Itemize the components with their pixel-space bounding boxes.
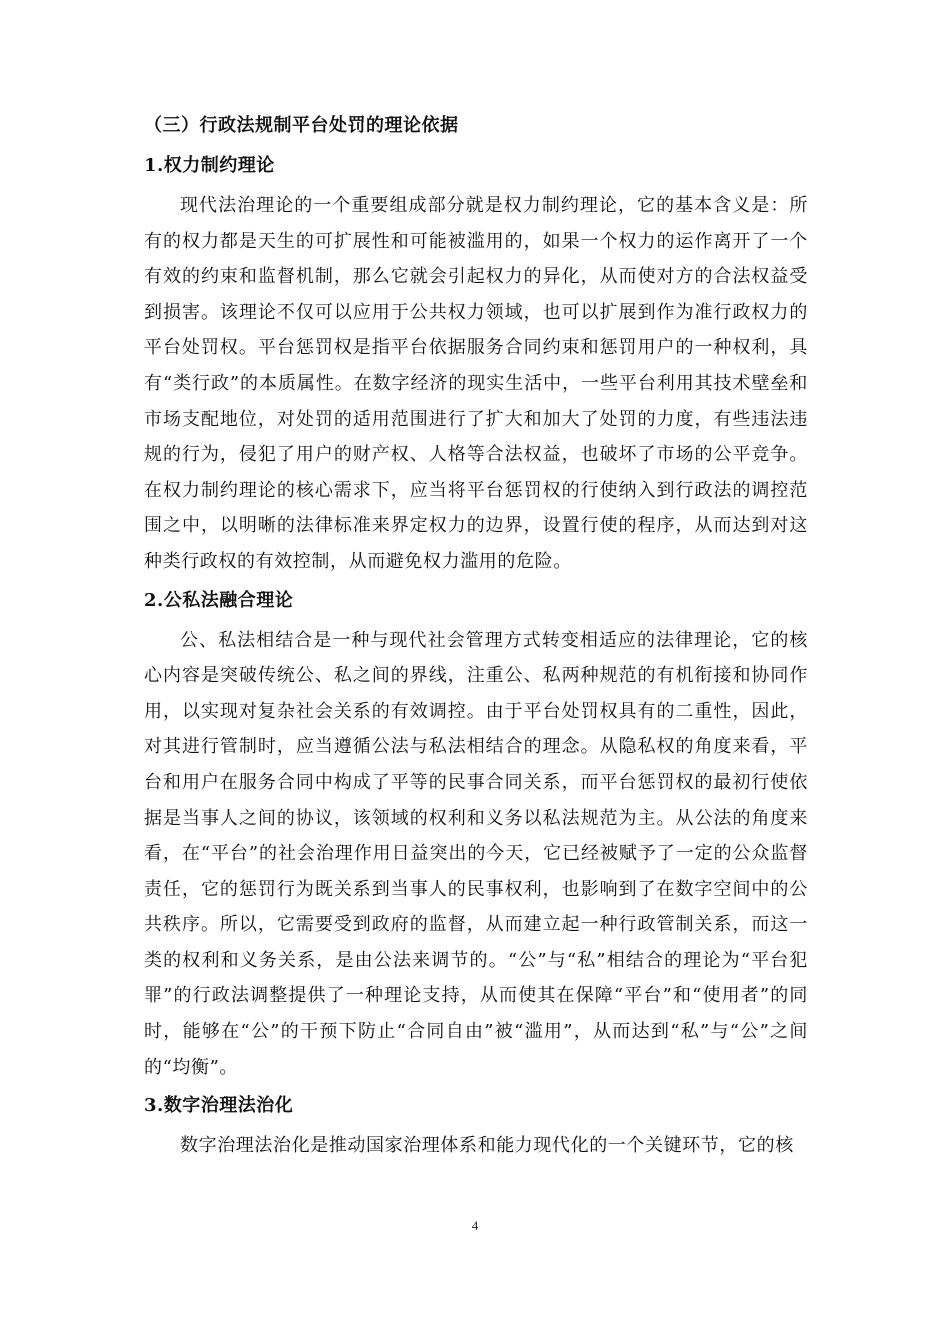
page-number: 4 (471, 1218, 479, 1233)
page-content (144, 108, 808, 1167)
paragraph-public-private-law: 公、私法相结合是一种与现代社会管理方式转变相适应的法律理论，它的核心内容是突破传统公、私之间的界线，注重公、私两种规范的有机衔接和协同作用，以实现对复杂社会关系的有效调控。由于平台处罚权具有的二重性，因此，对其进行管制时，应当遵循公法与私法相结合的理念。从隐私权的角度来看，平台和用户在服务合同中构成了平等的民事合同关系，而平台惩罚权的最初行使依据是当事人之间的协议，该领域的权利和义务以私法规范为主。从公法的角度来看，在“平台”的社会治理作用日益突出的今天，它已经被赋予了一定的公众监督责任，它的惩罚行为既关系到当事人的民事权利，也影响到了在数字空间中的公共秩序。所以，它需要受到政府的监督，从而建立起一种行政管制关系，而这一类的权利和义务关系，是由公法来调节的。“公”与“私”相结合的理论为“平台犯罪”的行政法调整提供了一种理论支持，从而使其在保障“平台”和“使用者”的同时，能够在“公”的干预下防止“合同自由”被“滥用”，从而达到“私”与“公”之间的“均衡”。 (144, 629, 808, 1078)
subsection-heading-public-private-law: 2.公私法融合理论 (144, 589, 294, 611)
paragraph-power-restriction: 现代法治理论的一个重要组成部分就是权力制约理论，它的基本含义是：所有的权力都是天生的可扩展性和可能被滥用的，如果一个权力的运作离开了一个有效的约束和监督机制，那么它就会引起权力的异化，从而使对方的合法权益受到损害。该理论不仅可以应用于公共权力领域，也可以扩展到作为准行政权力的平台处罚权。平台惩罚权是指平台依据服务合同约束和惩罚用户的一种权利，具有“类行政”的本质属性。在数字经济的现实生活中，一些平台利用其技术壁垒和市场支配地位，对处罚的适用范围进行了扩大和加大了处罚的力度，有些违法违规的行为，侵犯了用户的财产权、人格等合法权益，也破坏了市场的公平竞争。在权力制约理论的核心需求下，应当将平台惩罚权的行使纳入到行政法的调控范围之中，以明晰的法律标准来界定权力的边界，设置行使的程序，从而达到对这种类行政权的有效控制，从而避免权力滥用的危险。 (144, 195, 808, 572)
paragraph-digital-governance: 数字治理法治化是推动国家治理体系和能力现代化的一个关键环节，它的核 (180, 1135, 794, 1157)
subsection-heading-digital-governance: 3.数字治理法治化 (144, 1095, 294, 1117)
subsection-heading-power-restriction: 1.权力制约理论 (144, 155, 275, 176)
section-heading: （三）行政法规制平台处罚的理论依据 (144, 115, 459, 136)
